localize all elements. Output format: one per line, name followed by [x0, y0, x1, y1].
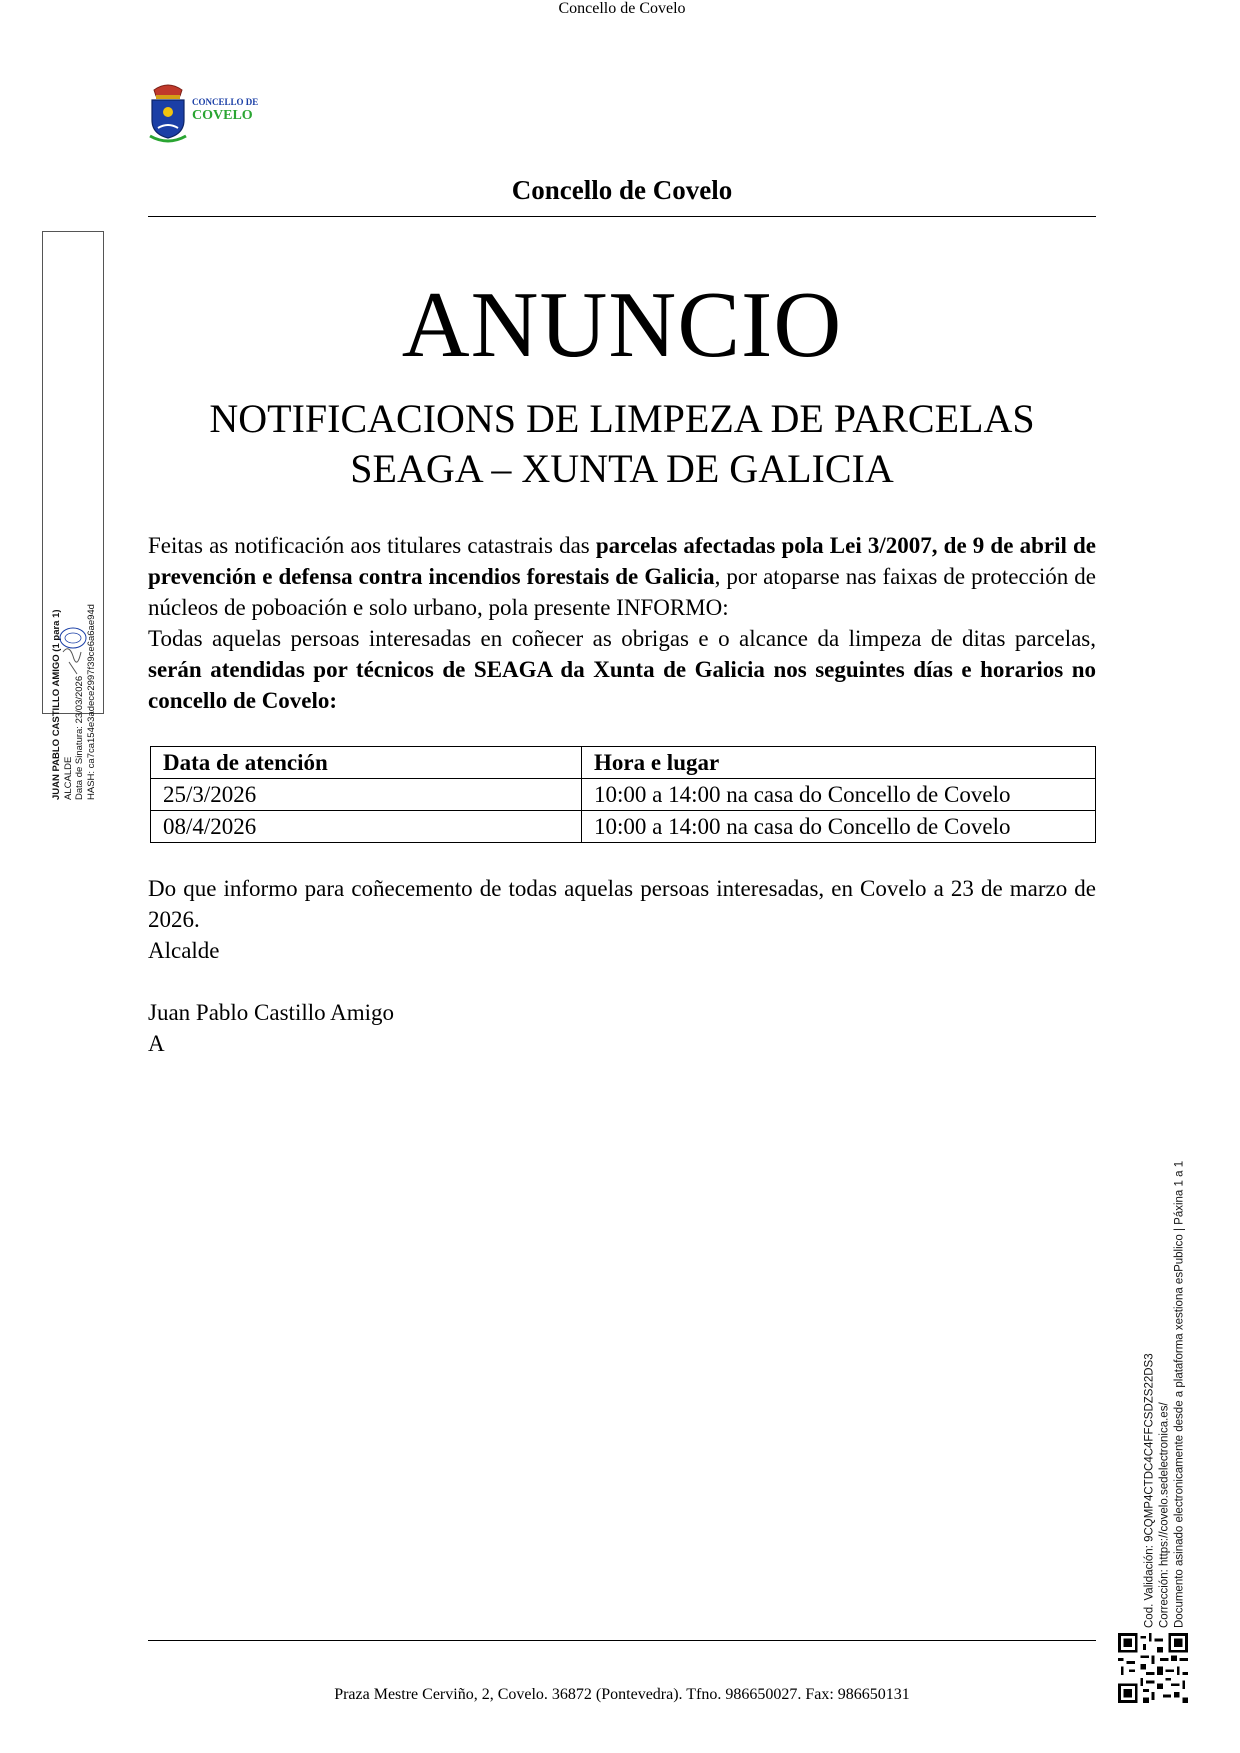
closing-block — [148, 873, 1096, 1059]
validation-correction: Corrección: https://covelo.sedelectronica.es/ — [1158, 1402, 1171, 1628]
signature-role: ALCALDE — [62, 756, 74, 800]
logo-line2: COVELO — [192, 108, 253, 123]
body-text — [148, 530, 1096, 716]
table-cell-time-place: 10:00 a 14:00 na casa do Concello de Covelo — [582, 779, 1096, 811]
signature-box — [42, 231, 104, 800]
paragraph-1 — [148, 530, 1096, 623]
logo-text — [192, 98, 258, 123]
table-cell-time-place: 10:00 a 14:00 na casa do Concello de Covelo — [582, 811, 1096, 843]
validation-code: Cod. Validación: 9CQMP4CTDC4C4FFCSDZS22DS3 — [1143, 1353, 1156, 1628]
signature-signer: JUAN PABLO CASTILLO AMIGO (1 para 1) — [51, 609, 62, 800]
table-cell-date: 25/3/2026 — [151, 779, 582, 811]
closing-initial: A — [148, 1031, 165, 1056]
p1-text-b: , por atoparse nas faixas de protección de núcleos de poboación e solo urbano, pola presente INFORMO: — [148, 564, 1096, 620]
signature-hash: HASH: ca7ca154e3adece2997f39ce6a6ae94d — [85, 604, 97, 800]
closing-spacer — [148, 966, 1096, 997]
table-row — [151, 779, 1096, 811]
subtitle-line1: NOTIFICACIONS DE LIMPEZA DE PARCELAS — [209, 396, 1035, 441]
header-divider — [148, 216, 1096, 217]
coat-of-arms-icon — [148, 80, 188, 146]
subtitle-line2: SEAGA – XUNTA DE GALICIA — [350, 446, 894, 491]
p1-bold: parcelas afectadas pola Lei 3/2007, de 9 de abril de prevención e defensa contra incendios forestais de Galicia — [148, 533, 1096, 589]
table-cell-date: 08/4/2026 — [151, 811, 582, 843]
signature-date: Data de Sinatura: 23/03/2026 — [74, 675, 85, 800]
footer-address: Praza Mestre Cerviño, 2, Covelo. 36872 (Pontevedra). Tfno. 986650027. Fax: 986650131 — [334, 1686, 910, 1703]
validation-text — [1143, 1118, 1188, 1628]
closing-text: Do que informo para coñecemento de todas aquelas persoas interesadas, en Covelo a 23 de marzo de 2026. — [148, 876, 1096, 932]
header-title: Concello de Covelo — [511, 175, 733, 205]
p2-text-a: Todas aquelas persoas interesadas en coñecer as obrigas e o alcance da limpeza de ditas parcelas, — [148, 626, 1096, 651]
schedule-table — [150, 746, 1096, 843]
table-header-date: Data de atención — [151, 747, 582, 779]
footer-divider — [148, 1640, 1096, 1641]
validation-document: Documento asinado electronicamente desde a plataforma xestiona esPublico | Páxina 1 a 1 — [1173, 1160, 1186, 1628]
table-row — [151, 811, 1096, 843]
table-header-time-place: Hora e lugar — [582, 747, 1096, 779]
p1-text-a: Feitas as notificación aos titulares catastrais das — [148, 533, 596, 558]
page-title: ANUNCIO — [401, 273, 843, 377]
closing-signer-name: Juan Pablo Castillo Amigo — [148, 1000, 394, 1025]
signature-seal-icon — [55, 622, 91, 678]
concello-logo — [148, 80, 268, 150]
logo-line1: CONCELLO DE — [192, 97, 259, 107]
footer-name: Concello de Covelo — [558, 0, 686, 17]
qr-code-icon — [1118, 1633, 1188, 1703]
paragraph-2 — [148, 623, 1096, 716]
table-header-row — [151, 747, 1096, 779]
p2-bold: serán atendidas por técnicos de SEAGA da Xunta de Galicia nos seguintes días e horarios no concello de Covelo: — [148, 657, 1096, 713]
closing-role: Alcalde — [148, 938, 220, 963]
